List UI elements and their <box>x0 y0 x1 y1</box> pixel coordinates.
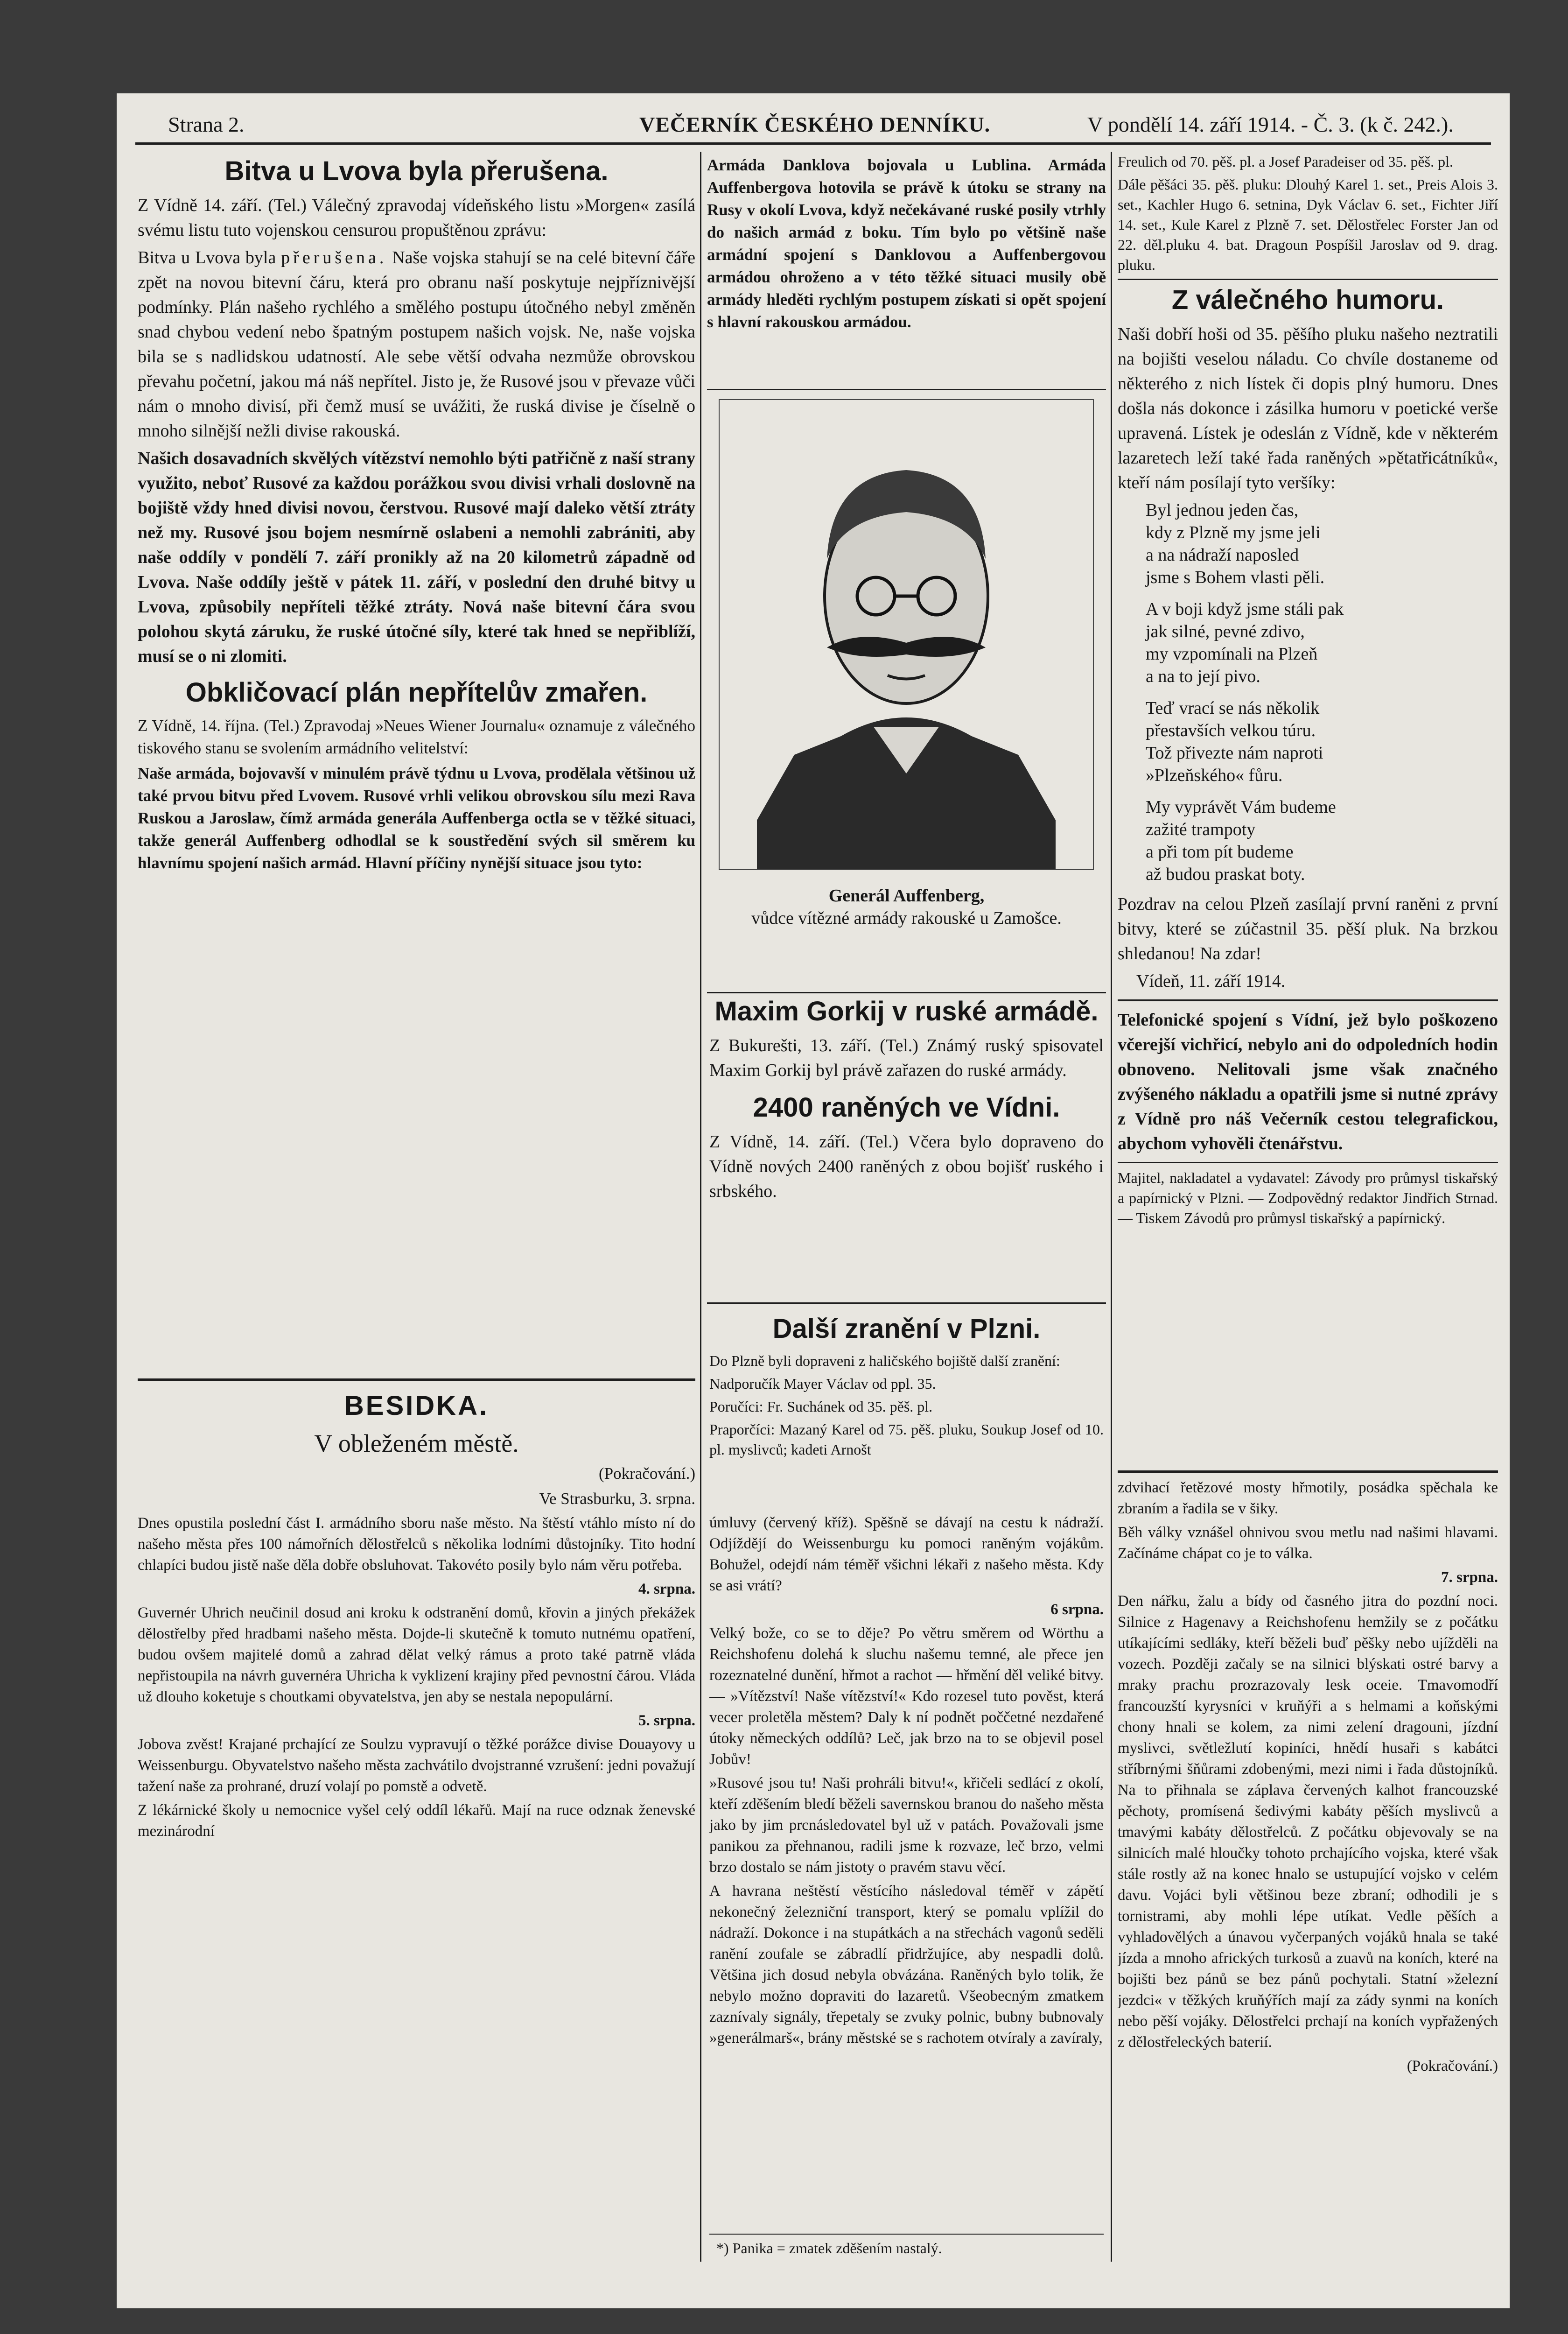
poem-line: My vyprávět Vám budeme <box>1146 797 1336 817</box>
column-1-lower <box>138 1389 695 2266</box>
poem-line: jsme s Bohem vlasti pěli. <box>1146 568 1325 587</box>
poem-line: až budou praskat boty. <box>1146 865 1305 884</box>
lvov-body: Naše vojska stahují se na celé bitevní čáře zpět na novou bitevní čáru, která pro obranu naší poskytuje nejpříznivější podmínky. Plán našeho rychlého a smělého postupu útočného nebyl změněn snad chybou vedení nebo špatným postupem našich vojsk. Ne, naše vojska bila se s nadlidskou udatností. Ale sebe větší odvaha nezmůže obrovskou převahu početní, jakou má náš nepřítel. Jisto je, že Rusové jsou v převaze vůči nám o mnoho divisí, při čemž musí se uvážiti, že ruská divise je číselně o mnoho silnější nežli divise rakouská. <box>138 248 695 441</box>
story-c2-para-1: úmluvy (červený kříž). Spěšně se dávají na cestu k nádraží. Odjíždějí do Weissenburgu ku pomoci raněným vojákům. Bohužel, odejdí nám téměř všichni lékaři z našeho města. Kdy se asi vrátí? <box>709 1514 1104 1594</box>
humor-signature: Vídeň, 11. září 1914. <box>1136 971 1286 991</box>
humor-poem <box>1146 499 1498 886</box>
article-title-humor: Z válečného humoru. <box>1171 285 1444 315</box>
issue-date: V pondělí 14. září 1914. - Č. 3. (k č. 242.). <box>1087 112 1454 136</box>
story-para-3: Jobova zvěst! Krajané prchající ze Soulzu vypravují o těžké porážce divise Douayovy u Weissenburgu. Obyvatelstvo našeho města zachvátilo dvojstranné vzrušení: jedni považují tažení naše za prohrané, druzí volají po pomstě a odvetě. <box>138 1736 695 1795</box>
divider-portrait <box>707 992 1106 993</box>
story-place-date: Ve Strasburku, 3. srpna. <box>539 1490 695 1508</box>
divider-besidka <box>138 1378 695 1381</box>
plzen-para-4: Praporčíci: Mazaný Karel od 75. pěš. pluku, Soukup Josef od 10. pl. myslivců; kadeti Arnošt <box>709 1421 1104 1458</box>
poem-stanza-gap <box>1146 787 1498 796</box>
poem-line: A v boji když jsme stáli pak <box>1146 599 1344 619</box>
encirclement-para-1: Z Vídně, 14. října. (Tel.) Zpravodaj »Neues Wiener Journalu« oznamuje z válečného tiskového stanu se svolením armádního velitelství: <box>138 717 695 757</box>
story-date-5: 7. srpna. <box>1441 1569 1498 1586</box>
general-portrait-illustration <box>719 399 1094 870</box>
divider-lublin <box>707 389 1106 390</box>
telephone-notice: Telefonické spojení s Vídní, jež bylo poškozeno včerejší vichřicí, nebylo ani do odpoledních hodin obnoveno. Nelitovali jsme však značného zvýšeného nákladu a opatřili jsme si nutné zprávy z Vídně pro náš Večerník cestou telegrafickou, abychom vyhověli čtenářstvu. <box>1118 1010 1498 1153</box>
humor-para-1: Naši dobří hoši od 35. pěšího pluku našeho neztratili na bojišti veselou náladu. Co chvíle dostaneme od některého z nich lístek či dopis plný humoru. Dnes došla nás dokonce i zásilka humoru v poetické verše upravená. Lístek je odeslán z Vídně, kde v některém lazaretech leží také řada raněných »pětatřicátníků«, kteří nám posílají tyto veršíky: <box>1118 324 1498 492</box>
story-date-3: 5. srpna. <box>638 1712 695 1729</box>
article-title-gorkij: Maxim Gorkij v ruské armádě. <box>714 996 1099 1026</box>
column-2-plzen <box>709 1312 1104 1508</box>
story-c2-para-4: A havrana neštěstí věstícího následoval téměř v zápětí nekonečný železniční transport, který se pomalu vplížil do nádraží. Dokonce i na stupátkách a na střechách vagonů seděli ranění zoufale se zábradlí přidržujíce, aby nespadli dolů. Většina jich dosud nebyla obvázána. Raněných bylo tolik, že nebylo možno dopraviti do lazaretů. Všeobecným zmatkem zaznívaly signály, třepetaly se zvuky polnic, bubny bubnovaly »generálmarš«, brány městské se s rachotem otvíraly a zavíraly, <box>709 1883 1104 2046</box>
poem-line: a na to její pivo. <box>1146 667 1260 686</box>
lvov-para-1: Z Vídně 14. září. (Tel.) Válečný zpravodaj vídeňského listu »Morgen« zasílá svému listu tuto vojenskou censurou propuštěnou zprávu: <box>138 196 695 240</box>
story-date-4: 6 srpna. <box>1050 1601 1104 1618</box>
story-c2-para-2: Velký bože, co se to děje? Po větru směrem od Wörthu a Reichshofenu dolehá k sluchu našemu temné, ale přece jen rozeznatelné dunění, hřmot a rachot — hřmění děl veliké bitvy. — »Vítězství! Naše vítězství!« Kdo rozesel tuto pověst, která vecer proletěla městem? Daly k ní podnět poččetné nezdařené útoky německých oddílů? Leč, jak brzo na to se objevil posel Jobův! <box>709 1625 1104 1768</box>
story-para-2: Guvernér Uhrich neučinil dosud ani kroku k odstranění domů, křovin a jiných překážek dělostřelby před hradbami našeho města. Dojde-li skutečně k tomuto nutnému opatření, budou ovšem majitelé domů a zahrad dělat velký rámus a proto také patrně vláda nepřistoupila na návrh guvernéra Uhricha k vyklizení krajiny před pevnostní čárou. Vláda už dlouho koketuje s choutkami obyvatelstva, jen aby se nestala nepopulární. <box>138 1604 695 1705</box>
footnote-rule <box>709 2234 1104 2235</box>
story-title: V obleženém městě. <box>314 1429 519 1457</box>
column-rule-2 <box>1111 152 1112 2262</box>
poem-line: jak silné, pevné zdivo, <box>1146 622 1305 641</box>
story-c3-para-1: zdvihací řetězové mosty hřmotily, posádka spěchala ke zbraním a řadila se v šiky. <box>1118 1479 1498 1517</box>
poem-line: kdy z Plzně my jsme jeli <box>1146 523 1321 542</box>
poem-line: Teď vrací se nás několik <box>1146 698 1320 718</box>
gorkij-para: Z Bukurešti, 13. září. (Tel.) Známý ruský spisovatel Maxim Gorkij byl právě zařazen do ruské armády. <box>709 1036 1104 1080</box>
divider-names <box>1118 279 1498 280</box>
plzen-para-3: Poručíci: Fr. Suchánek od 35. pěš. pl. <box>709 1398 933 1415</box>
divider-wounded <box>707 1302 1106 1304</box>
poem-line: Tož přivezte nám naproti <box>1146 743 1323 763</box>
lvov-lead: Bitva u Lvova byla <box>138 248 276 267</box>
humor-para-2: Pozdrav na celou Plzeň zasílají první raněni z první bitvy, které se zúčastnil 35. pěší pluk. Na brzkou shledanou! Na zdar! <box>1118 894 1498 963</box>
poem-line: »Plzeňského« fůru. <box>1146 766 1283 785</box>
names-para-2: Dále pěšáci 35. pěš. pluku: Dlouhý Karel 1. set., Preis Alois 3. set., Kachler Hugo 6. setnina, Dyk Václav 6. set., Fichter Jiří 14. set., Kule Karel z Plzně 7. set. Dělostřelec Forster Jan od 22. děl.pluku 4. bat. Dragoun Pospíšil Jaroslav od 9. drag. pluku. <box>1118 176 1498 273</box>
story-para-1: Dnes opustila poslední část I. armádního sboru naše město. Na štěstí vtáhlo místo ní do našeho města přes 100 námořních dělostřelců s několika lodními důstojníky. Tito hodní chlapíci budou jistě naše děla dobře obsluhovat. Takovéto posily bylo nám věru potřeba. <box>138 1515 695 1574</box>
portrait-caption-text: vůdce vítězné armády rakouské u Zamošce. <box>751 908 1062 928</box>
poem-line: Byl jednou jeden čas, <box>1146 500 1299 520</box>
header-rule <box>135 142 1491 145</box>
poem-line: my vzpomínali na Plzeň <box>1146 644 1318 664</box>
article-title-plzen: Další zranění v Plzni. <box>772 1314 1041 1344</box>
story-para-4: Z lékárnické školy u nemocnice vyšel celý oddíl lékařů. Mají na ruce odznak ženevské mezinárodní <box>138 1802 695 1840</box>
encirclement-para-2: Naše armáda, bojovavší v minulém právě týdnu u Lvova, prodělala většinou už také prvou bitvu před Lvovem. Rusové vrhli velikou obrovskou sílu mezi Rava Ruskou a Jaroslaw, čímž armáda generála Auffenberga octla se v těžké situaci, takže generál Auffenberg odhodlal se k soustředění svých sil směrem ku hlavnímu spojení našich armád. Hlavní příčiny nynější situace jsou tyto: <box>138 764 695 872</box>
lvov-emphasis: přerušena. <box>281 248 387 267</box>
column-3-lower <box>1118 1477 1498 2266</box>
lvov-para-2 <box>138 246 695 443</box>
page-number: Strana 2. <box>168 112 245 136</box>
divider-col3-lower <box>1118 1470 1498 1473</box>
portrait-name: Generál Auffenberg, <box>828 886 985 906</box>
masthead: VEČERNÍK ČESKÉHO DENNÍKU. <box>639 112 991 136</box>
plzen-para-2: Nadporučík Mayer Václav od ppl. 35. <box>709 1375 936 1392</box>
wounded-para: Z Vídně, 14. září. (Tel.) Včera bylo dopraveno do Vídně nových 2400 raněných z obou bojišť ruského i srbského. <box>709 1132 1104 1201</box>
imprint: Majitel, nakladatel a vydavatel: Závody pro průmysl tiskařský a papírnický v Plzni. — Zodpovědný redaktor Jindřich Strnad. — Tiskem Závodů pro průmysl tiskařský a papírnický. <box>1118 1169 1498 1226</box>
story-c3-continued: (Pokračování.) <box>1407 2058 1498 2074</box>
article-title-wounded: 2400 raněných ve Vídni. <box>753 1092 1060 1123</box>
lublin-para: Armáda Danklova bojovala u Lublina. Armáda Auffenbergova hotovila se právě k útoku se strany na Rusy v okolí Lvova, když nečekávané ruské posily vtrhly do našich armád z boku. Tím bylo po většině naše armádní spojení s Danklovou a Auffenbergovou armádou ohroženo a v této těžké situaci musily obě armády hleděti rychlým postupem získati si opět spojení s hlavní rakouskou armádou. <box>707 156 1106 331</box>
story-continued: (Pokračování.) <box>598 1464 695 1483</box>
column-2-lower <box>709 1512 1104 2264</box>
column-1-upper <box>138 154 695 1377</box>
column-3-upper <box>1118 152 1498 1487</box>
divider-notice <box>1118 1162 1498 1163</box>
poem-stanza-gap <box>1146 589 1498 598</box>
poem-stanza-gap <box>1146 688 1498 697</box>
story-date-2: 4. srpna. <box>638 1581 695 1597</box>
article-title-encirclement: Obkličovací plán nepřítelův zmařen. <box>185 677 648 708</box>
footnote: *) Panika = zmatek zděšením nastalý. <box>716 2240 942 2257</box>
divider-humor <box>1118 999 1498 1001</box>
poem-line: a při tom pít budeme <box>1146 842 1294 862</box>
portrait-caption <box>707 885 1106 929</box>
poem-line: přestavších velkou túru. <box>1146 721 1316 740</box>
poem-line: a na nádraží naposled <box>1146 545 1299 565</box>
plzen-para-1: Do Plzně byli dopraveni z haličského bojiště další zranění: <box>709 1352 1060 1369</box>
section-title-besidka: BESIDKA. <box>344 1391 489 1421</box>
poem-line: zažité trampoty <box>1146 820 1256 839</box>
story-c3-para-2: Běh války vznášel ohnivou svou metlu nad našimi hlavami. Začínáme chápat co je to válka. <box>1118 1524 1498 1562</box>
names-para-1: Freulich od 70. pěš. pl. a Josef Paradeiser od 35. pěš. pl. <box>1118 153 1453 170</box>
article-title-lvov: Bitva u Lvova byla přerušena. <box>224 156 609 186</box>
lvov-para-3: Našich dosavadních skvělých vítězství nemohlo býti patřičně z naší strany využito, neboť Rusové za každou porážkou svou divisi vrhali doslovně na bojiště vždy hned divisi novou, čerstvou. Rusové mají daleko větší ztráty než my. Rusové jsou bojem nesmírně oslabeni a nemohli zabrániti, aby naše oddíly v pondělí 7. září pronikly až na 20 kilometrů západně od Lvova. Naše oddíly ještě v pátek 11. září, v poslední den druhé bitvy u Lvova, způsobily nepříteli těžké ztráty. Nová naše bitevní čára svou polohou skytá záruku, že ruské útočné síly, které tak hned se nepřiblíží, musí se o ni zlomiti. <box>138 449 695 666</box>
column-rule-1 <box>700 152 701 2262</box>
story-c3-para-3: Den nářku, žalu a bídy od časného jitra do pozdní noci. Silnice z Hagenavy a Reichshofenu hemžily se z počátku utíkajícími sedláky, kteří běželi buď pěšky nebo ujížděli na vozech. Později začaly se na silnici blýskati ostré barvy a mraky prachu prozrazovaly lesk oceie. Tmavomodří francouzští kyrysníci v kruňýři a s helmami a koňskými chony hnali se kolem, za nimi zelení dragouni, jízdní myslivci, světležlutí kopiníci, hnědí husaři s kabátci stříbrnými šňůrami zdobenými, mezi nimi i řada důstojníků. Na to přihnala se záplava červených kalhot francouzské pěchoty, promísená šedivými kabáty pěších myslivců a tmavými kabáty dělostřelců. Z počátku objevovaly se na silnicích malé hloučky tohoto prchajícího vojska, které však stále rostly až na konec hnalo se ustupující vojsko v celém davu. Vojáci byli většinou beze zbraní; odhodili je s tornistrami, aby mohli lépe utíkat. Vedle pěších a vyhladovělých a únavou vyčerpaných vojáků hnala se také jízda a mnoho afrických turkosů a zuavů na koních, které na bojišti bez pánů se bez pánů pochytali. Statní »železní jezdci« v těžkých kruňýřích mají za zády synmi na koních nebo pěší vojáky. Dělostřelci prchají na koních vypřažených z dělostřeleckých baterií. <box>1118 1593 1498 2051</box>
story-c2-para-3: »Rusové jsou tu! Naši prohráli bitvu!«, křičeli sedlácí z okolí, kteří zděšením bledí běželi savernskou branou do našeho města jako by jim prcnásledovatel byl už v patách. Považovali jsme panikou za přehnanou, radili jsme k rozvaze, leč brzo, velmi brzo dostalo se nám jistoty o pravém stavu věcí. <box>709 1775 1104 1876</box>
newspaper-page <box>117 93 1510 2308</box>
